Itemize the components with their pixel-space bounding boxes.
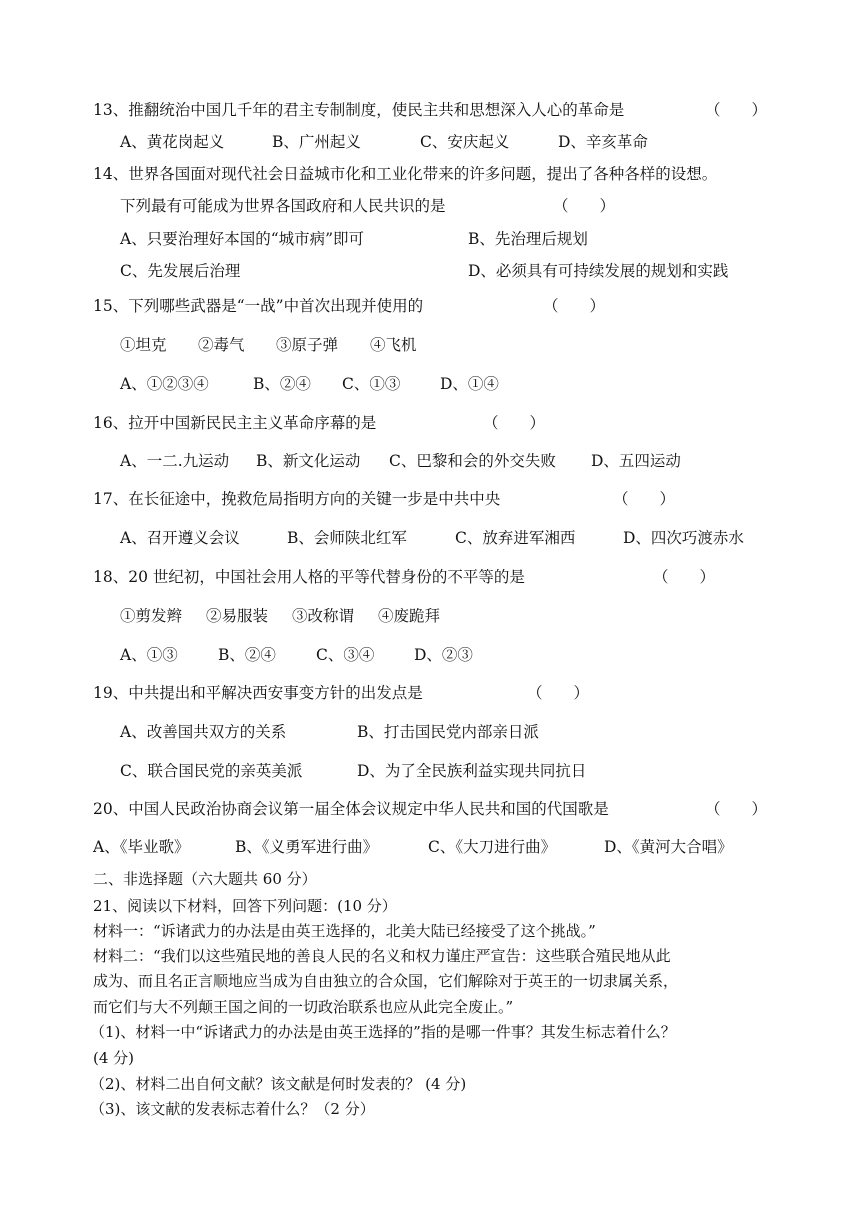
q15-item-1: ①坦克: [120, 336, 167, 354]
q13-option-b: B、广州起义: [272, 133, 361, 151]
q17-option-b: B、会师陕北红军: [287, 529, 407, 547]
q18-item-1: ①剪发辫: [120, 607, 183, 625]
q20-option-b: B、《义勇军进行曲》: [235, 838, 379, 856]
q18-option-a: A、①③: [120, 646, 178, 664]
q21-material-2-line3: 而它们与大不列颠王国之间的一切政治联系也应从此完全废止。”: [93, 998, 514, 1016]
q14-option-a: A、只要治理好本国的“城市病”即可: [120, 230, 365, 248]
q15-answer-paren: （ ）: [543, 297, 606, 315]
q17-answer-paren: （ ）: [613, 490, 676, 508]
q14-stem-line1: 14、世界各国面对现代社会日益城市化和工业化带来的许多问题，提出了各种各样的设想。: [93, 165, 718, 183]
q18-stem: 18、20 世纪初，中国社会用人格的平等代替身份的不平等的是: [93, 568, 525, 586]
q18-item-4: ④废跪拜: [378, 607, 441, 625]
q15-item-2: ②毒气: [198, 336, 245, 354]
q15-option-d: D、①④: [440, 375, 499, 393]
q15-item-4: ④飞机: [370, 336, 417, 354]
q21-stem: 21、阅读以下材料，回答下列问题：(10 分）: [93, 897, 397, 915]
q18-option-c: C、③④: [316, 646, 375, 664]
q21-material-2-line2: 成为、而且名正言顺地应当成为自由独立的合众国，它们解除对于英王的一切隶属关系，: [93, 972, 679, 990]
q21-subquestion-2: （2)、材料二出自何文献？该文献是何时发表的？ (4 分): [90, 1075, 467, 1093]
q13-option-d: D、辛亥革命: [558, 133, 648, 151]
q14-option-b: B、先治理后规划: [468, 230, 588, 248]
q19-answer-paren: （ ）: [527, 684, 590, 702]
q19-option-a: A、改善国共双方的关系: [120, 723, 287, 741]
q18-option-d: D、②③: [414, 646, 473, 664]
q20-answer-paren: （ ）: [705, 800, 768, 818]
q13-option-c: C、安庆起义: [420, 133, 510, 151]
q16-option-c: C、巴黎和会的外交失败: [389, 452, 556, 470]
q16-stem: 16、拉开中国新民民主主义革命序幕的是: [93, 414, 377, 432]
q16-answer-paren: （ ）: [483, 414, 546, 432]
section-heading: 二、非选择题（六大题共 60 分）: [93, 870, 317, 888]
q14-answer-paren: （ ）: [553, 197, 616, 215]
q20-stem: 20、中国人民政治协商会议第一届全体会议规定中华人民共和国的代国歌是: [93, 800, 609, 818]
q18-item-3: ③改称谓: [292, 607, 355, 625]
q19-stem: 19、中共提出和平解决西安事变方针的出发点是: [93, 684, 423, 702]
q14-stem-line2: 下列最有可能成为世界各国政府和人民共识的是: [120, 197, 446, 215]
q14-option-d: D、必须具有可持续发展的规划和实践: [468, 262, 729, 280]
q13-stem: 13、推翻统治中国几千年的君主专制制度，使民主共和思想深入人心的革命是: [93, 101, 625, 119]
q15-option-a: A、①②③④: [120, 375, 209, 393]
q19-option-c: C、联合国民党的亲英美派: [120, 762, 303, 780]
q20-option-a: A、《毕业歌》: [93, 838, 190, 856]
q15-item-3: ③原子弹: [276, 336, 339, 354]
q16-option-d: D、五四运动: [591, 452, 681, 470]
q20-option-c: C、《大刀进行曲》: [428, 838, 557, 856]
q15-stem: 15、下列哪些武器是“一战”中首次出现并使用的: [93, 297, 424, 315]
q19-option-d: D、为了全民族利益实现共同抗日: [357, 762, 587, 780]
q16-option-b: B、新文化运动: [256, 452, 361, 470]
q18-item-2: ②易服装: [206, 607, 269, 625]
q17-option-d: D、四次巧渡赤水: [623, 529, 744, 547]
q15-option-b: B、②④: [253, 375, 311, 393]
q16-option-a: A、一二.九运动: [120, 452, 230, 470]
q13-option-a: A、黄花岗起义: [120, 133, 225, 151]
q17-option-c: C、放弃进军湘西: [455, 529, 576, 547]
q21-material-2-line1: 材料二：“我们以这些殖民地的善良人民的名义和权力谨庄严宣告：这些联合殖民地从此: [93, 947, 671, 965]
q18-answer-paren: （ ）: [653, 568, 716, 586]
q21-subquestion-1: （1)、材料一中“诉诸武力的办法是由英王选择的”指的是哪一件事？其发生标志着什么？: [90, 1023, 676, 1041]
q14-option-c: C、先发展后治理: [120, 262, 241, 280]
q19-option-b: B、打击国民党内部亲日派: [357, 723, 539, 741]
q21-subquestion-3: （3)、该文献的发表标志着什么？（2 分）: [90, 1100, 375, 1118]
q13-answer-paren: （ ）: [705, 101, 768, 119]
q20-option-d: D、《黄河大合唱》: [604, 838, 733, 856]
q17-stem: 17、在长征途中，挽救危局指明方向的关键一步是中共中央: [93, 490, 501, 508]
q15-option-c: C、①③: [342, 375, 401, 393]
q17-option-a: A、召开遵义会议: [120, 529, 240, 547]
q18-option-b: B、②④: [218, 646, 276, 664]
q21-subquestion-1-score: (4 分): [93, 1049, 135, 1067]
q21-material-1: 材料一：“诉诸武力的办法是由英王选择的，北美大陆已经接受了这个挑战。”: [93, 922, 596, 940]
